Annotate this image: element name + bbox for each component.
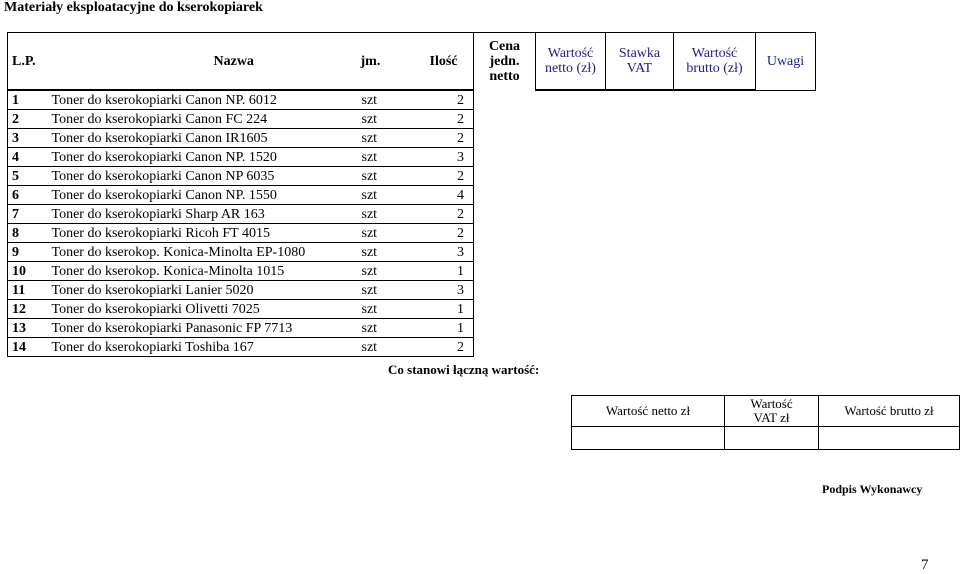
- table-row: [8, 167, 816, 186]
- row-number: 14: [8, 338, 48, 357]
- header-stawka-line2: VAT: [626, 61, 653, 76]
- row-empty-cell: [474, 319, 536, 338]
- header-wartosc-brutto: [674, 33, 756, 91]
- row-quantity: 2: [418, 110, 474, 129]
- header-jm: jm.: [360, 33, 418, 91]
- row-empty-cell: [474, 338, 536, 357]
- row-empty-cell: [606, 110, 674, 129]
- summary-wartosc-brutto: Wartość brutto zł: [819, 396, 960, 427]
- row-empty-cell: [756, 300, 816, 319]
- summary-vat-value-cell[interactable]: [725, 427, 819, 450]
- row-number: 2: [8, 110, 48, 129]
- table-row: [8, 224, 816, 243]
- row-empty-cell: [536, 90, 606, 110]
- row-unit: szt: [360, 129, 418, 148]
- header-stawka-line1: Stawka: [618, 46, 661, 61]
- row-quantity: 3: [418, 243, 474, 262]
- row-empty-cell: [606, 338, 674, 357]
- row-empty-cell: [674, 205, 756, 224]
- header-nazwa: Nazwa: [48, 33, 360, 91]
- row-empty-cell: [606, 224, 674, 243]
- summary-value-row: [572, 427, 960, 450]
- row-empty-cell: [674, 129, 756, 148]
- row-empty-cell: [536, 110, 606, 129]
- table-row: [8, 319, 816, 338]
- row-empty-cell: [756, 148, 816, 167]
- row-name: Toner do kserokopiarki Olivetti 7025: [48, 300, 360, 319]
- row-empty-cell: [536, 205, 606, 224]
- row-empty-cell: [474, 148, 536, 167]
- row-empty-cell: [474, 281, 536, 300]
- row-empty-cell: [536, 338, 606, 357]
- row-empty-cell: [756, 338, 816, 357]
- header-ilosc: Ilość: [418, 33, 474, 91]
- row-unit: szt: [360, 110, 418, 129]
- row-name: Toner do kserokopiarki Sharp AR 163: [48, 205, 360, 224]
- row-quantity: 4: [418, 186, 474, 205]
- row-name: Toner do kserokopiarki Canon NP. 1520: [48, 148, 360, 167]
- row-quantity: 1: [418, 319, 474, 338]
- row-empty-cell: [474, 186, 536, 205]
- row-empty-cell: [606, 243, 674, 262]
- row-unit: szt: [360, 262, 418, 281]
- row-empty-cell: [674, 148, 756, 167]
- row-empty-cell: [756, 167, 816, 186]
- row-empty-cell: [756, 110, 816, 129]
- row-empty-cell: [674, 90, 756, 110]
- row-empty-cell: [674, 281, 756, 300]
- row-empty-cell: [756, 205, 816, 224]
- header-cena-line2: jedn.: [489, 54, 520, 69]
- row-name: Toner do kserokopiarki Ricoh FT 4015: [48, 224, 360, 243]
- row-unit: szt: [360, 90, 418, 110]
- row-empty-cell: [756, 186, 816, 205]
- row-unit: szt: [360, 281, 418, 300]
- row-number: 5: [8, 167, 48, 186]
- row-unit: szt: [360, 300, 418, 319]
- row-empty-cell: [674, 262, 756, 281]
- summary-brutto-value-cell[interactable]: [819, 427, 960, 450]
- summary-wartosc-vat: [725, 396, 819, 427]
- row-quantity: 1: [418, 300, 474, 319]
- row-empty-cell: [674, 243, 756, 262]
- row-empty-cell: [474, 205, 536, 224]
- header-stawka-vat: [606, 33, 674, 91]
- row-name: Toner do kserokop. Konica-Minolta EP-1080: [48, 243, 360, 262]
- page-title: Materiały eksploatacyjne do kserokopiarek: [4, 0, 263, 15]
- summary-table: [571, 395, 960, 450]
- table-row: [8, 90, 816, 110]
- row-unit: szt: [360, 148, 418, 167]
- row-empty-cell: [674, 300, 756, 319]
- row-number: 6: [8, 186, 48, 205]
- table-row: [8, 243, 816, 262]
- row-empty-cell: [674, 167, 756, 186]
- summary-netto-value-cell[interactable]: [572, 427, 725, 450]
- row-unit: szt: [360, 338, 418, 357]
- row-empty-cell: [674, 186, 756, 205]
- row-empty-cell: [536, 319, 606, 338]
- row-empty-cell: [536, 186, 606, 205]
- row-empty-cell: [606, 129, 674, 148]
- row-name: Toner do kserokopiarki Lanier 5020: [48, 281, 360, 300]
- row-empty-cell: [474, 224, 536, 243]
- table-row: [8, 300, 816, 319]
- row-empty-cell: [536, 224, 606, 243]
- row-quantity: 3: [418, 148, 474, 167]
- header-wartosc-netto-line1: Wartość: [547, 46, 594, 61]
- row-number: 1: [8, 90, 48, 110]
- row-unit: szt: [360, 186, 418, 205]
- row-unit: szt: [360, 224, 418, 243]
- row-empty-cell: [536, 281, 606, 300]
- page-number: 7: [921, 557, 929, 573]
- summary-label: Co stanowi łączną wartość:: [388, 362, 540, 377]
- row-number: 10: [8, 262, 48, 281]
- row-empty-cell: [606, 205, 674, 224]
- row-number: 11: [8, 281, 48, 300]
- table-row: [8, 338, 816, 357]
- row-quantity: 2: [418, 167, 474, 186]
- row-empty-cell: [606, 262, 674, 281]
- row-name: Toner do kserokopiarki Canon NP. 6012: [48, 90, 360, 110]
- row-empty-cell: [606, 90, 674, 110]
- table-row: [8, 186, 816, 205]
- row-number: 12: [8, 300, 48, 319]
- row-number: 13: [8, 319, 48, 338]
- row-empty-cell: [756, 90, 816, 110]
- row-empty-cell: [474, 110, 536, 129]
- table-row: [8, 205, 816, 224]
- row-empty-cell: [474, 243, 536, 262]
- header-cena: [474, 33, 536, 91]
- row-quantity: 2: [418, 129, 474, 148]
- summary-wartosc-netto: Wartość netto zł: [572, 396, 725, 427]
- row-empty-cell: [474, 129, 536, 148]
- table-row: [8, 281, 816, 300]
- header-lp: L.P.: [8, 33, 48, 91]
- row-name: Toner do kserokopiarki Canon NP. 1550: [48, 186, 360, 205]
- row-empty-cell: [606, 300, 674, 319]
- row-number: 8: [8, 224, 48, 243]
- row-empty-cell: [536, 300, 606, 319]
- row-empty-cell: [674, 224, 756, 243]
- summary-vat-line2: VAT zł: [753, 410, 790, 425]
- row-empty-cell: [536, 262, 606, 281]
- row-empty-cell: [674, 319, 756, 338]
- row-name: Toner do kserokopiarki Canon FC 224: [48, 110, 360, 129]
- row-empty-cell: [674, 338, 756, 357]
- row-quantity: 2: [418, 224, 474, 243]
- row-name: Toner do kserokopiarki Canon IR1605: [48, 129, 360, 148]
- header-uwagi: Uwagi: [756, 33, 816, 91]
- row-name: Toner do kserokopiarki Canon NP 6035: [48, 167, 360, 186]
- row-empty-cell: [536, 148, 606, 167]
- row-empty-cell: [756, 281, 816, 300]
- summary-header-row: [572, 396, 960, 427]
- row-empty-cell: [606, 148, 674, 167]
- row-quantity: 2: [418, 338, 474, 357]
- row-empty-cell: [474, 90, 536, 110]
- table-row: [8, 110, 816, 129]
- table-row: [8, 262, 816, 281]
- row-empty-cell: [606, 167, 674, 186]
- row-name: Toner do kserokopiarki Toshiba 167: [48, 338, 360, 357]
- row-name: Toner do kserokopiarki Panasonic FP 7713: [48, 319, 360, 338]
- row-unit: szt: [360, 243, 418, 262]
- signature-label: Podpis Wykonawcy: [822, 482, 923, 496]
- header-cena-line3: netto: [489, 69, 520, 84]
- header-wartosc-netto: [536, 33, 606, 91]
- table-header-row: [8, 33, 816, 91]
- header-wartosc-brutto-line1: Wartość: [691, 46, 738, 61]
- row-empty-cell: [536, 129, 606, 148]
- header-wartosc-brutto-line2: brutto (zł): [686, 61, 743, 76]
- row-quantity: 2: [418, 205, 474, 224]
- row-unit: szt: [360, 319, 418, 338]
- row-empty-cell: [474, 300, 536, 319]
- row-empty-cell: [474, 167, 536, 186]
- row-empty-cell: [536, 243, 606, 262]
- row-unit: szt: [360, 167, 418, 186]
- row-empty-cell: [606, 186, 674, 205]
- table-row: [8, 148, 816, 167]
- materials-table: [7, 32, 816, 357]
- row-name: Toner do kserokop. Konica-Minolta 1015: [48, 262, 360, 281]
- table-row: [8, 129, 816, 148]
- row-empty-cell: [674, 110, 756, 129]
- row-number: 4: [8, 148, 48, 167]
- row-quantity: 3: [418, 281, 474, 300]
- row-empty-cell: [606, 281, 674, 300]
- header-cena-line1: Cena: [488, 39, 521, 54]
- table-body: [8, 90, 816, 357]
- row-number: 9: [8, 243, 48, 262]
- row-quantity: 1: [418, 262, 474, 281]
- summary-vat-line1: Wartość: [750, 396, 793, 411]
- row-empty-cell: [756, 319, 816, 338]
- row-empty-cell: [474, 262, 536, 281]
- header-wartosc-netto-line2: netto (zł): [545, 61, 596, 76]
- row-empty-cell: [536, 167, 606, 186]
- row-empty-cell: [756, 224, 816, 243]
- row-quantity: 2: [418, 90, 474, 110]
- row-empty-cell: [756, 243, 816, 262]
- row-empty-cell: [756, 129, 816, 148]
- row-number: 7: [8, 205, 48, 224]
- row-empty-cell: [756, 262, 816, 281]
- row-unit: szt: [360, 205, 418, 224]
- row-empty-cell: [606, 319, 674, 338]
- row-number: 3: [8, 129, 48, 148]
